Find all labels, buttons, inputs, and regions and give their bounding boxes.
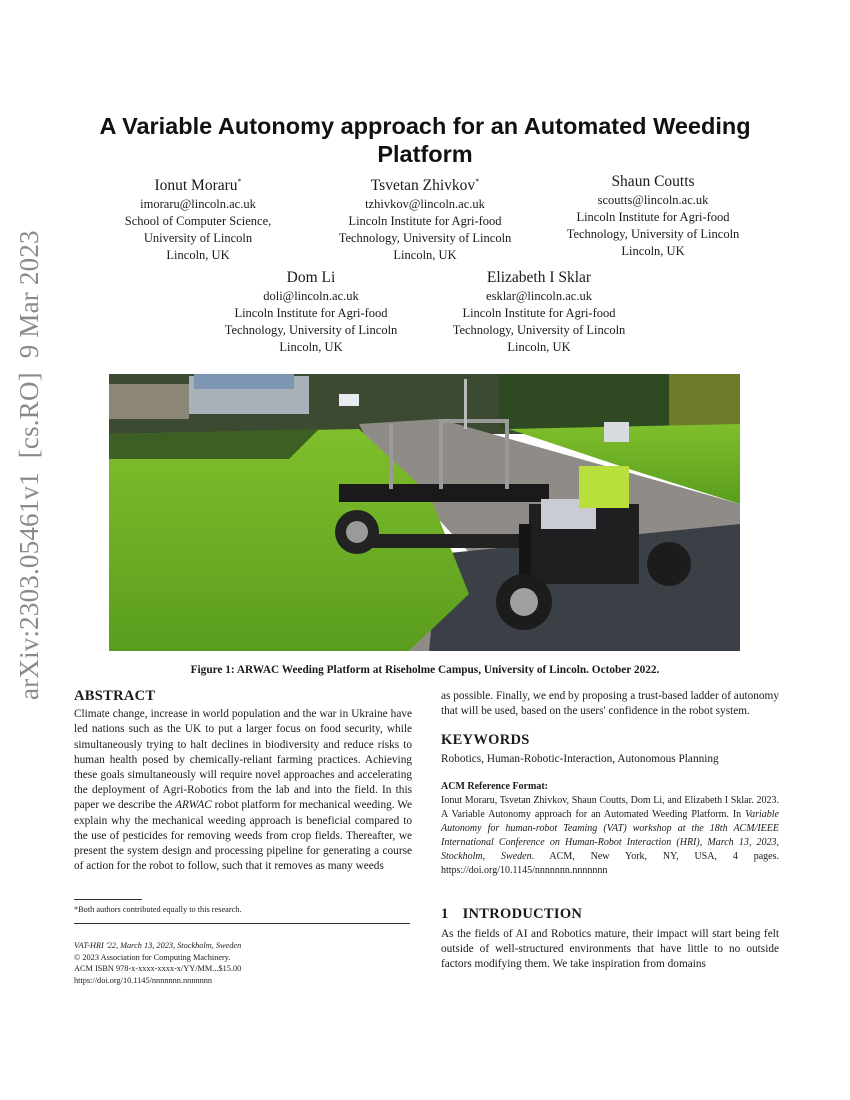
acm-ref-venue: Variable Autonomy for human-robot Teaming (VAT) workshop at the 18th ACM/IEEE International Conference on Human-Robot Interaction (HRI), March 13, 2023, Stockholm, Sweden [441, 808, 779, 862]
section-number: 1 [441, 906, 449, 923]
author-affiliation: Technology, University of Lincoln [224, 323, 398, 337]
abstract-text [74, 707, 412, 874]
author-affiliation: Lincoln Institute for Agri-food [348, 214, 502, 229]
arwac-italic: ARWAC [175, 799, 212, 812]
author-email[interactable]: tzhivkov@lincoln.ac.uk [365, 197, 485, 212]
author-block [191, 268, 431, 356]
paper-title [80, 112, 770, 168]
author-affiliation: Lincoln Institute for Agri-food [234, 306, 388, 320]
acm-ref-part: Ionut Moraru, Tsvetan Zhivkov, Shaun Coutts, Dom Li, and Elizabeth I Sklar. 2023. A Variable Autonomy approach for an Automated Weeding Platform. In [441, 795, 779, 820]
title-line-2: Platform [377, 141, 473, 167]
author-location: Lincoln, UK [621, 244, 685, 258]
equal-contribution-mark: * [475, 177, 480, 186]
author-affiliation: Technology, University of Lincoln [338, 231, 512, 246]
author-block [305, 172, 545, 264]
keywords-text: Robotics, Human-Robotic-Interaction, Autonomous Planning [441, 752, 719, 765]
acm-ref-text [441, 794, 779, 877]
author-name: Tsvetan Zhivkov [370, 177, 476, 195]
section-title: INTRODUCTION [462, 906, 583, 923]
author-location: Lincoln, UK [393, 248, 457, 263]
equal-contribution-mark: * [237, 177, 242, 186]
author-location: Lincoln, UK [507, 340, 571, 354]
author-location: Lincoln, UK [279, 340, 343, 354]
author-affiliation: Technology, University of Lincoln [452, 323, 626, 337]
abstract-continuation: as possible. Finally, we end by proposing a trust-based ladder of autonomy that will be used, based on the users' confidence in the robot system. [441, 690, 779, 718]
acm-ref-heading: ACM Reference Format: [441, 780, 548, 792]
author-block [78, 172, 318, 264]
introduction-heading [441, 907, 779, 922]
abstract-heading: ABSTRACT [74, 688, 156, 704]
author-email[interactable]: doli@lincoln.ac.uk [263, 289, 359, 303]
title-line-1: A Variable Autonomy approach for an Automated Weeding [99, 113, 751, 139]
author-email[interactable]: scoutts@lincoln.ac.uk [597, 193, 709, 207]
author-location: Lincoln, UK [166, 248, 230, 263]
keywords-heading: KEYWORDS [441, 732, 530, 749]
introduction-text: As the fields of AI and Robotics mature, their impact will start being felt outside of well-structured environments that have little to no outside factors modifying them. We take inspiration from domains [441, 927, 779, 971]
author-email[interactable]: esklar@lincoln.ac.uk [486, 289, 592, 303]
author-affiliation: Lincoln Institute for Agri-food [462, 306, 616, 320]
isbn-line: ACM ISBN 978-x-xxxx-xxxx-x/YY/MM...$15.00 [74, 964, 242, 973]
author-name: Ionut Moraru [154, 177, 238, 195]
author-block [419, 268, 659, 356]
figure-caption: Figure 1: ARWAC Weeding Platform at Riseholme Campus, University of Lincoln. October 2022. [190, 664, 660, 676]
venue-rule [74, 923, 410, 924]
left-column [74, 689, 412, 874]
author-affiliation: University of Lincoln [143, 231, 253, 246]
author-affiliation: School of Computer Science, [124, 214, 272, 229]
arxiv-stamp: arXiv:2303.05461v1 [cs.RO] 9 Mar 2023 [14, 230, 44, 700]
author-name: Elizabeth I Sklar [486, 269, 592, 286]
author-name: Shaun Coutts [611, 173, 695, 190]
abstract-text-part: Climate change, increase in world population and the war in Ukraine have led nations such as the UK to put a larger focus on food security, while simultaneously trying to halt declines in biodiversity and reduce risks to human health posed by chemically-reliant farming practices. Achieving these goals simultaneously will require novel approaches and accelerating the deployment of Agri-Robotics from the lab and into the field. In this paper we describe the [74, 708, 412, 812]
author-block [533, 172, 773, 260]
author-affiliation: Lincoln Institute for Agri-food [576, 210, 730, 224]
footnote-rule [74, 899, 142, 900]
right-column [441, 689, 779, 972]
doi-link[interactable]: https://doi.org/10.1145/nnnnnnn.nnnnnnn [74, 975, 213, 985]
author-email[interactable]: imoraru@lincoln.ac.uk [140, 197, 256, 212]
abstract-text-part: robot platform for mechanical weeding. We explain why the mechanical weeding approach is beneficial compared to the use of pesticides for removing weeds from crop fields. Thereafter, we present the system design and processing pipeline for generating a course of action for the robot to follow, such that it removes as many weeds [74, 799, 412, 873]
author-affiliation: Technology, University of Lincoln [566, 227, 740, 241]
acm-ref-part: . ACM, New York, NY, USA, 4 pages. https://doi.org/10.1145/nnnnnnn.nnnnnnn [441, 850, 779, 876]
venue-line: VAT-HRI '22, March 13, 2023, Stockholm, Sweden [74, 941, 242, 950]
author-name: Dom Li [286, 269, 336, 286]
footnote: *Both authors contributed equally to this research. [74, 905, 242, 914]
figure-1-photo [109, 374, 740, 651]
venue-block [74, 940, 410, 986]
copyright-line: © 2023 Association for Computing Machinery. [74, 952, 231, 962]
